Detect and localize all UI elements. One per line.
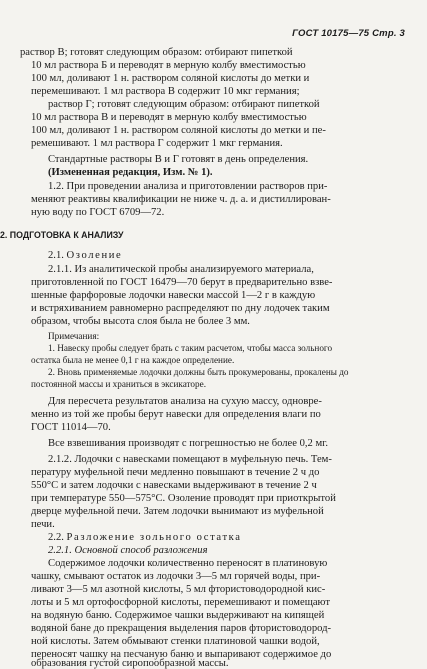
text-line: ную воду по ГОСТ 6709—72. xyxy=(31,207,165,218)
text-line: приготовленной по ГОСТ 16479—70 берут в предварительно взве- xyxy=(31,277,333,288)
note-line: 2. Вновь применяемые лодочки должны быть прокумерованы, прокалены до xyxy=(48,367,349,377)
section-heading: 2. ПОДГОТОВКА К АНАЛИЗУ xyxy=(0,230,124,240)
text-line: раствор Г; готовят следующим образом: отбирают пипеткой xyxy=(48,99,320,110)
text-line: Все взвешивания производят с погрешностью не более 0,2 мг. xyxy=(48,438,328,449)
note-line: остатка была не менее 0,1 г на каждое определение. xyxy=(31,355,235,365)
text-line: Стандартные растворы В и Г готовят в день определения. xyxy=(48,154,309,165)
text-line: 100 мл, доливают 1 н. раствором соляной кислоты до метки и пе- xyxy=(31,125,326,136)
text-line: Для пересчета результатов анализа на сухую массу, одновре- xyxy=(48,396,322,407)
text-line: ремешивают. 1 мл раствора Г содержит 1 мкг германия. xyxy=(31,138,283,149)
text-line: 10 мл раствора Б и переводят в мерную колбу вместимостью xyxy=(31,60,306,71)
text-line: и встряхиванием равномерно распределяют по дну лодочек таким xyxy=(31,303,330,314)
page-header: ГОСТ 10175—75 Стр. 3 xyxy=(292,28,405,39)
note-line: постоянной массы и храниться в эксикаторе. xyxy=(31,379,206,389)
text-line: Содержимое лодочки количественно переносят в платиновую xyxy=(48,558,328,569)
text-line: образом, чтобы высота слоя была не более 3 мм. xyxy=(31,316,250,327)
text-line: ГОСТ 11014—70. xyxy=(31,422,111,433)
subsection-heading: 2.2.1. Основной способ разложения xyxy=(48,545,208,556)
text-line: 2.1.2. Лодочки с навесками помещают в муфельную печь. Тем- xyxy=(48,454,332,465)
text-line: чашку, смывают остаток из лодочки 3—5 мл горячей воды, при- xyxy=(31,571,321,582)
text-line: пературу муфельной печи медленно повышают в течение 2 ч до xyxy=(31,467,320,478)
text-line: менно из той же пробы берут навески для определения влаги по xyxy=(31,409,321,420)
subsection-heading: 2.1. Озоление xyxy=(48,250,123,261)
text-line: дверце муфельной печи. Затем лодочки вынимают из муфельной xyxy=(31,506,324,517)
text-line: лоты и 5 мл ортофосфорной кислоты, перемешивают и помещают xyxy=(31,597,330,608)
text-line: ливают 3—5 мл азотной кислоты, 5 мл фтористоводородной кис- xyxy=(31,584,326,595)
text-line: шенные фарфоровые лодочки навески массой 1—2 г в каждую xyxy=(31,290,316,301)
text-line: 10 мл раствора В и переводят в мерную колбу вместимостью xyxy=(31,112,307,123)
text-line: меняют реактивы квалификации не ниже ч. д. а. и дистиллирован- xyxy=(31,194,331,205)
text-line: на водяную баню. Содержимое чашки выдерживают на кипящей xyxy=(31,610,325,621)
subsection-heading: 2.2. Разложение зольного остатка xyxy=(48,532,242,543)
text-line: раствор В; готовят следующим образом: отбирают пипеткой xyxy=(20,47,293,58)
note-line: 1. Навеску пробы следует брать с таким расчетом, чтобы масса зольного xyxy=(48,343,333,353)
text-line: перемешивают. 1 мл раствора В содержит 10 мкг германия; xyxy=(31,86,300,97)
text-line: 1.2. При проведении анализа и приготовлении растворов при- xyxy=(48,181,328,192)
amendment-note: (Измененная редакция, Изм. № 1). xyxy=(48,167,213,178)
text-line: водяной бане до прекращения выделения паров фтористоводород- xyxy=(31,623,332,634)
text-line: ной кислоты. Затем обмывают стенки платиновой чашки водой, xyxy=(31,636,320,647)
text-line: при температуре 550—575°С. Озоление проводят при приоткрытой xyxy=(31,493,336,504)
text-line: 550°С и затем лодочки с навесками выдерживают в течение 2 ч xyxy=(31,480,317,491)
text-line: 2.1.1. Из аналитической пробы анализируемого материала, xyxy=(48,264,314,275)
text-line: 100 мл, доливают 1 н. раствором соляной кислоты до метки и xyxy=(31,73,310,84)
notes-heading: Примечания: xyxy=(48,331,100,341)
text-line: печи. xyxy=(31,519,55,530)
text-line: образования густой сиропообразной массы. xyxy=(31,658,229,669)
text-line: переносят чашку на песчаную баню и выпаривают содержимое до xyxy=(31,649,332,660)
